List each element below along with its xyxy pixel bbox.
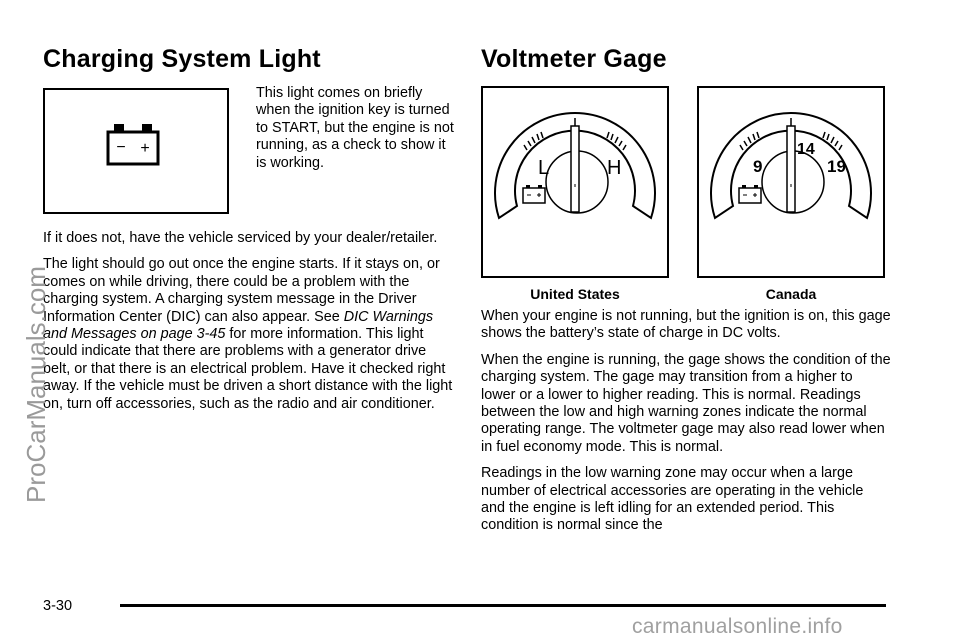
voltmeter-figures	[481, 86, 891, 304]
charging-system-section	[43, 44, 453, 422]
footer-divider	[120, 604, 886, 607]
charging-system-title: Charging System Light	[43, 45, 321, 73]
gauge-canada-high-label: 19	[827, 157, 846, 176]
charging-body	[43, 230, 453, 413]
voltmeter-paragraph-1: When your engine is not running, but the ignition is on, this gage shows the battery’s state of charge in DC volts.	[481, 308, 891, 342]
voltmeter-paragraph-2: When the engine is running, the gage shows the condition of the charging system. The gage may transition from a higher to lower or a lower to higher reading. This is normal. Readings between the low and high warning zones indicate the normal operating range. The voltmeter gage may also read lower when in fuel economy mode. This is normal.	[481, 351, 891, 455]
voltmeter-title: Voltmeter Gage	[481, 45, 667, 73]
charging-paragraph-2-end: for more information. This light could indicate that there are problems with a generator drive belt, or that there is an electrical problem. Have it checked right away. If the vehicle must be driven a short distance with the light on, turn off accessories, such as the radio and air conditioner.	[43, 326, 453, 412]
battery-plus-sign: +	[140, 140, 150, 157]
voltmeter-paragraph-3: Readings in the low warning zone may occur when a large number of electrical accessories are operating in the vehicle and the engine is left idling for an extended period. This condition is normal since the	[481, 465, 864, 534]
dic-warnings-reference-link[interactable]: DIC Warnings and Messages on page 3-45	[43, 308, 434, 343]
side-watermark-text: ProCarManuals.com	[21, 266, 51, 503]
charging-paragraph-2-start: The light should go out once the engine starts. If it stays on, or comes on while driving, there could be a problem with the charging system. A charging system message in the Driver Information Center (DIC) can also appear. See	[43, 256, 440, 325]
gauge-us-high-label: H	[607, 157, 622, 179]
side-watermark	[21, 203, 51, 503]
voltmeter-section	[481, 44, 891, 544]
gauge-us-battery-icon	[523, 185, 545, 203]
charging-intro-row	[43, 86, 453, 216]
battery-icon	[45, 90, 227, 212]
voltmeter-body	[481, 308, 891, 535]
charging-paragraph-1: If it does not, have the vehicle serviced by your dealer/retailer.	[43, 230, 438, 246]
gauge-united-states-figure	[481, 86, 669, 278]
gauge-canada-caption: Canada	[765, 286, 817, 302]
page-number: 3-30	[43, 598, 73, 614]
charging-light-figure	[43, 88, 229, 214]
voltmeter-gauge-us-icon	[483, 88, 667, 276]
battery-minus-sign: −	[116, 139, 126, 156]
charging-intro-text: This light comes on briefly when the ignition key is turned to START, but the engine is not running, as a check to show it is working.	[256, 85, 454, 171]
gauge-canada-low-label: 9	[753, 157, 763, 176]
gauge-us-low-label: L	[538, 157, 550, 179]
charging-paragraph-2	[43, 256, 453, 413]
gauge-canada-battery-icon	[739, 185, 761, 203]
gauge-us-caption: United States	[530, 286, 620, 302]
gauge-canada-figure	[697, 86, 885, 278]
gauge-canada-mid-label: 14	[797, 141, 815, 158]
voltmeter-gauge-canada-icon	[699, 88, 883, 276]
bottom-watermark: carmanualsonline.info	[632, 615, 843, 638]
